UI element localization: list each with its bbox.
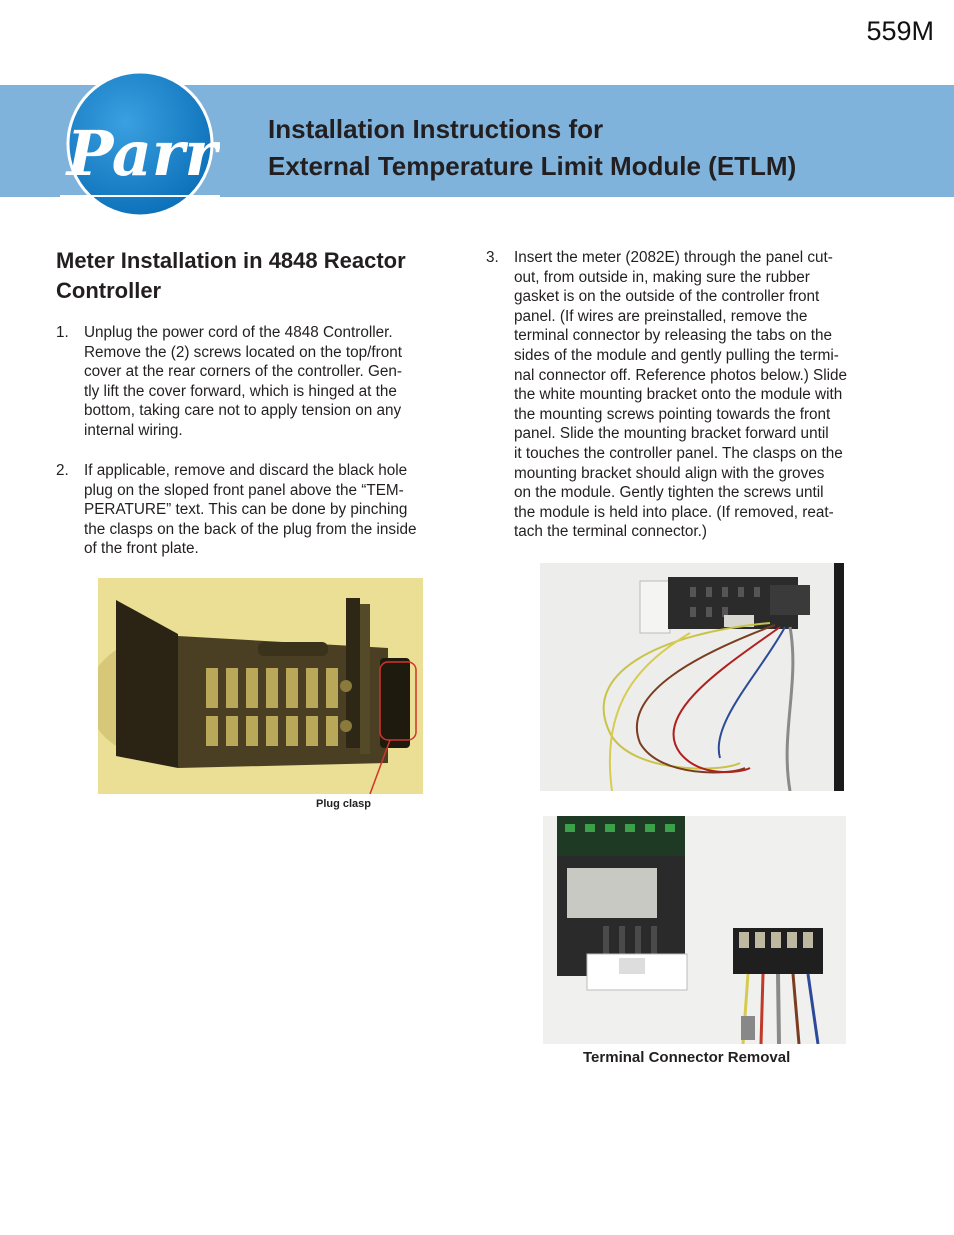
- text-line: Remove the (2) screws located on the top/front: [84, 343, 402, 361]
- step-number: 2.: [56, 462, 69, 479]
- plug-clasp-caption: Plug clasp: [316, 798, 372, 810]
- text-line: of the front plate.: [84, 540, 199, 558]
- text-line: cover at the rear corners of the controller. Gen-: [84, 363, 402, 381]
- text-line: internal wiring.: [84, 421, 183, 439]
- registered-mark: ®: [194, 194, 201, 204]
- text-line: bottom, taking care not to apply tension on any: [84, 402, 402, 420]
- text-line: out, from outside in, making sure the rubber: [514, 268, 810, 286]
- step-text: [514, 248, 847, 542]
- plug-clasp-photo: [98, 578, 423, 794]
- page-title: [268, 111, 796, 185]
- text-line: Unplug the power cord of the 4848 Controller.: [84, 324, 393, 341]
- text-line: sides of the module and gently pulling the termi-: [514, 346, 839, 364]
- title-line-1: Installation Instructions for: [268, 114, 604, 144]
- text-line: it touches the controller panel. The clasps on the: [514, 444, 843, 462]
- text-line: If applicable, remove and discard the black hole: [84, 462, 408, 479]
- text-line: panel. Slide the mounting bracket forward until: [514, 425, 829, 443]
- step-number: 3.: [486, 249, 499, 266]
- text-line: tly lift the cover forward, which is hinged at the: [84, 382, 397, 400]
- terminal-connector-caption: Terminal Connector Removal: [583, 1049, 791, 1066]
- text-line: nal connector off. Reference photos below.) Slide: [514, 366, 848, 384]
- section-heading: Meter Installation in 4848 Reactor Controller: [56, 248, 406, 303]
- step-text: [84, 461, 416, 559]
- terminal-connector-photo: [543, 816, 846, 1044]
- module-wiring-photo: [540, 563, 844, 791]
- text-line: on the module. Gently tighten the screws until: [514, 484, 824, 502]
- step-number: 1.: [56, 324, 69, 341]
- text-line: gasket is on the outside of the controller front: [514, 288, 820, 306]
- text-line: terminal connector by releasing the tabs on the: [514, 327, 833, 345]
- text-line: panel. (If wires are preinstalled, remove the: [514, 307, 808, 325]
- text-line: tach the terminal connector.): [514, 523, 708, 541]
- text-line: the module is held into place. (If removed, reat-: [514, 503, 834, 521]
- title-line-2: External Temperature Limit Module (ETLM): [268, 151, 797, 181]
- text-line: plug on the sloped front panel above the “TEM-: [84, 481, 404, 499]
- document-number: 559M: [866, 16, 934, 46]
- text-line: PERATURE” text. This can be done by pinching: [84, 501, 408, 519]
- parr-logo: [60, 70, 220, 220]
- text-line: the clasps on the back of the plug from the inside: [84, 520, 417, 538]
- text-line: mounting bracket should align with the groves: [514, 464, 825, 482]
- text-line: Insert the meter (2082E) through the panel cut-: [514, 249, 833, 266]
- logo-wordmark: Parr: [66, 117, 218, 190]
- text-line: the white mounting bracket onto the module with: [514, 386, 843, 404]
- text-line: the mounting screws pointing towards the front: [514, 405, 831, 423]
- step-text: [84, 323, 402, 441]
